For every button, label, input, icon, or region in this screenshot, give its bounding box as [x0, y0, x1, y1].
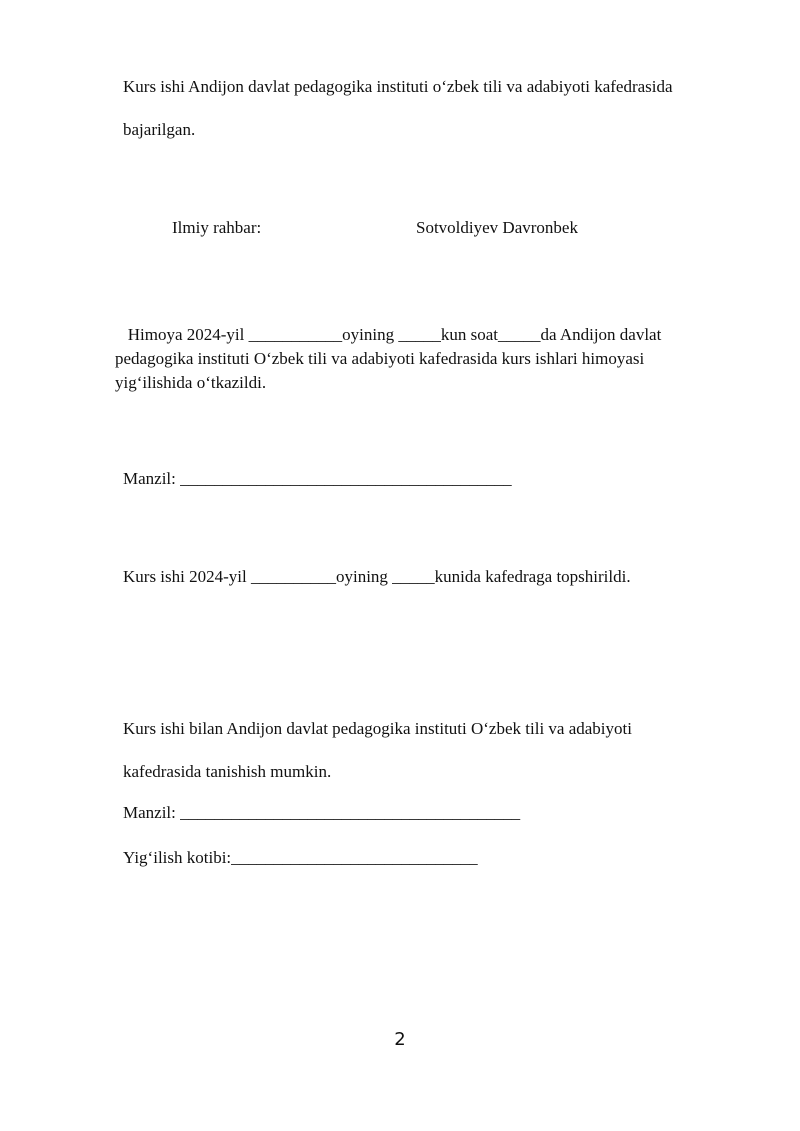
- review-line-2: kafedrasida tanishish mumkin.: [123, 762, 332, 781]
- supervisor-label: Ilmiy rahbar:: [172, 218, 262, 237]
- supervisor-name: Sotvoldiyev Davronbek: [416, 218, 578, 237]
- address-line-1: Manzil: _______________________________________: [123, 469, 512, 488]
- intro-line-2: bajarilgan.: [123, 120, 196, 139]
- secretary-line: Yig‘ilish kotibi:_____________________________: [123, 848, 478, 867]
- defense-line-1: Himoya 2024-yil ___________oyining _____kun soat_____da Andijon davlat: [115, 325, 662, 344]
- page-number: 2: [394, 1029, 406, 1050]
- intro-line-1: Kurs ishi Andijon davlat pedagogika instituti o‘zbek tili va adabiyoti kafedrasida: [123, 77, 673, 96]
- defense-line-3: yig‘ilishida o‘tkazildi.: [115, 373, 267, 392]
- review-line-1: Kurs ishi bilan Andijon davlat pedagogika instituti O‘zbek tili va adabiyoti: [123, 719, 632, 738]
- address-line-2: Manzil: ________________________________________: [123, 803, 521, 822]
- defense-line-2: pedagogika instituti O‘zbek tili va adabiyoti kafedrasida kurs ishlari himoyasi: [115, 349, 645, 368]
- submission-line: Kurs ishi 2024-yil __________oyining _____kunida kafedraga topshirildi.: [123, 567, 631, 586]
